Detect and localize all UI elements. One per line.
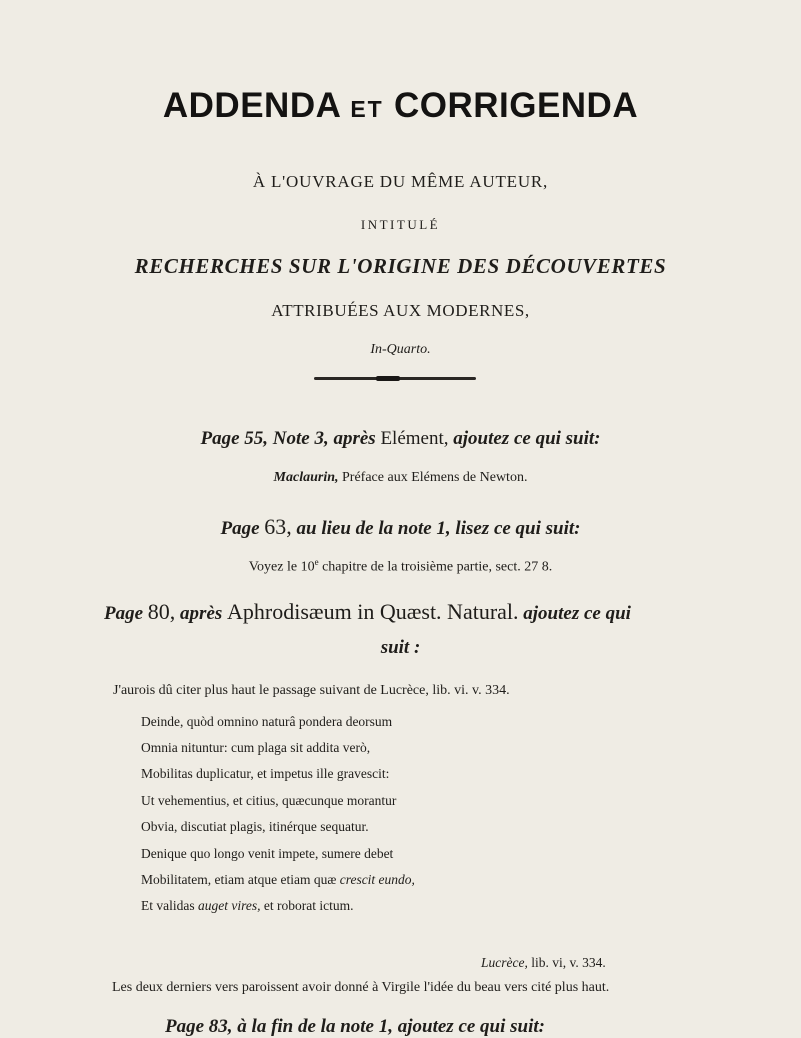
note-3-heading — [104, 599, 631, 625]
note-2-text: Voyez le 10 — [248, 559, 315, 575]
note-2-heading — [0, 514, 801, 540]
citation — [481, 955, 606, 971]
verse-line: Obvia, discutiat plagis, itinérque sequatur. — [141, 819, 369, 834]
note-3-after: après — [180, 603, 223, 624]
ornamental-rule — [314, 377, 476, 380]
note-2-rest: chapitre de la troisième partie, sect. 27 8. — [322, 559, 553, 575]
note-3-heading-cont: suit : — [380, 637, 421, 658]
note-4-instruction: à la fin de la note 1, ajoutez ce qui suit: — [237, 1016, 545, 1037]
verse-line — [141, 898, 353, 914]
note-2-sup: e — [314, 557, 319, 567]
verse-line: Denique quo longo venit impete, sumere debet — [141, 846, 394, 861]
verse-8-italic: auget vires, — [198, 898, 261, 913]
title-addenda: ADDENDA — [162, 86, 341, 125]
subtitle: À L'OUVRAGE DU MÊME AUTEUR, — [252, 172, 549, 191]
verse-8-rest: et roborat ictum. — [263, 898, 354, 913]
note-3-page: Page — [104, 603, 144, 624]
verse-line: Ut vehementius, et citius, quæcunque morantur — [141, 793, 397, 808]
note-3-body: J'aurois dû citer plus haut le passage suivant de Lucrèce, lib. vi. v. 334. — [113, 683, 510, 698]
verse-8-text: Et validas — [141, 898, 195, 913]
note-1-body — [0, 470, 801, 486]
verse-line: Omnia nituntur: cum plaga sit addita verò, — [141, 740, 371, 755]
note-2-number: 63, — [264, 514, 292, 539]
note-2-page: Page — [220, 518, 260, 539]
work-title: RECHERCHES SUR L'ORIGINE DES DÉCOUVERTES — [134, 254, 667, 278]
note-3-source: Aphrodisæum in Quæst. Natural. — [227, 599, 519, 624]
note-1-page: Page 55, — [200, 428, 269, 449]
verse-line: Mobilitas duplicatur, et impetus ille gravescit: — [141, 766, 390, 781]
note-2-instruction: au lieu de la note 1, lisez ce qui suit: — [296, 518, 581, 539]
note-3-comment: Les deux derniers vers paroissent avoir donné à Virgile l'idée du beau vers cité plus haut. — [112, 980, 610, 995]
page-title — [0, 86, 801, 126]
citation-author: Lucrèce, — [481, 955, 528, 970]
verse-7-italic: crescit eundo, — [339, 872, 415, 887]
note-4-page: Page 83, — [165, 1016, 233, 1037]
verse-7-text: Mobilitatem, etiam atque etiam quæ — [141, 872, 337, 887]
note-3-number: 80, — [147, 599, 176, 624]
verse-line — [141, 872, 415, 888]
citation-ref: lib. vi, v. 334. — [531, 955, 606, 970]
note-2-body — [0, 557, 801, 576]
title-et: ET — [350, 96, 384, 122]
note-3-instruction: ajoutez ce qui — [523, 603, 631, 624]
verse-line: Deinde, quòd omnino naturâ pondera deorsum — [141, 714, 393, 729]
intitule-label: INTITULÉ — [360, 217, 441, 232]
format-line: In-Quarto. — [370, 342, 431, 357]
note-1-text: Préface aux Elémens de Newton. — [342, 470, 528, 485]
note-1-word: Elément, — [380, 428, 449, 449]
note-1-author: Maclaurin, — [273, 470, 339, 485]
attributed-line: ATTRIBUÉES AUX MODERNES, — [271, 301, 530, 320]
note-1-heading — [0, 428, 801, 450]
note-1-note: Note 3, — [272, 428, 329, 449]
note-1-after: après — [333, 428, 376, 449]
title-corrigenda: CORRIGENDA — [393, 86, 639, 125]
note-1-instruction: ajoutez ce qui suit: — [453, 428, 601, 449]
